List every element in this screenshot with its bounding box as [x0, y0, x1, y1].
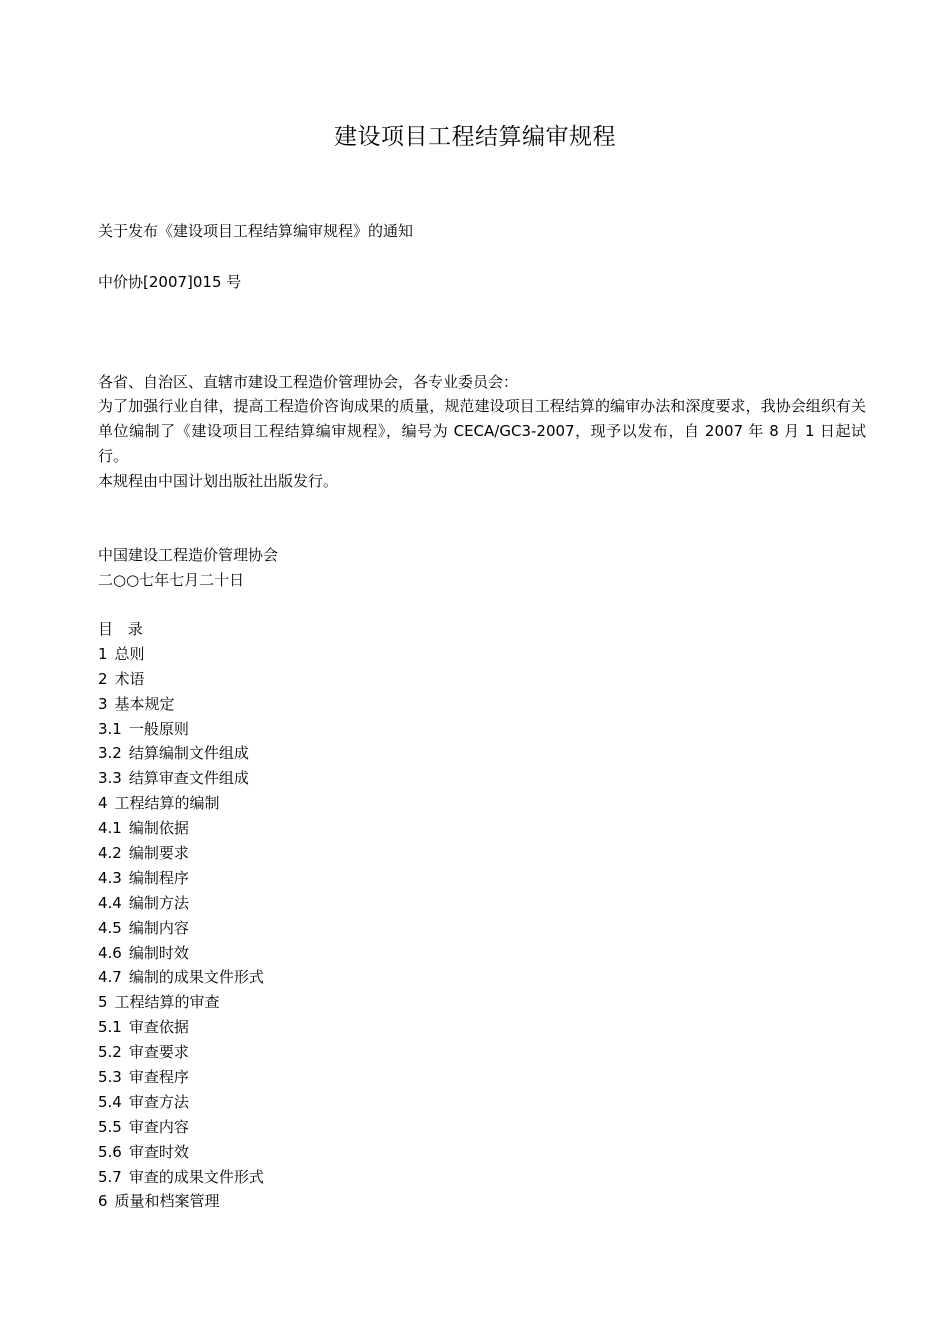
toc-item-label: 编制的成果文件形式 — [128, 968, 264, 987]
toc-item — [98, 741, 264, 766]
toc-item — [98, 692, 264, 717]
toc-item — [98, 1065, 264, 1090]
toc-item-label: 审查内容 — [128, 1117, 189, 1136]
toc-item — [98, 990, 264, 1015]
toc-item-number: 3.3 — [98, 769, 122, 788]
toc-item-number: 5.4 — [98, 1092, 122, 1111]
toc-item-number: 4.7 — [98, 968, 122, 987]
toc-item-label: 基本规定 — [114, 694, 175, 713]
toc-item-label: 审查依据 — [128, 1018, 189, 1037]
toc-item — [98, 916, 264, 941]
publisher-note: 本规程由中国计划出版社出版发行。 — [98, 472, 339, 490]
toc-item — [98, 1090, 264, 1115]
toc-item-number: 4.4 — [98, 893, 122, 912]
toc-item-number: 5 — [98, 993, 108, 1012]
toc-item — [98, 1015, 264, 1040]
toc-item — [98, 642, 264, 667]
toc-item-label: 编制方法 — [128, 893, 189, 912]
toc-item-label: 术语 — [114, 669, 145, 688]
toc-item-label: 编制程序 — [128, 868, 189, 887]
toc-item-label: 质量和档案管理 — [114, 1192, 220, 1211]
toc-item — [98, 766, 264, 791]
toc-item-number: 5.3 — [98, 1068, 122, 1087]
body-paragraph: 为了加强行业自律，提高工程造价咨询成果的质量，规范建设项目工程结算的编审办法和深度要求，我协会组织有关单位编制了《建设项目工程结算编审规程》，编号为 CECA/GC3-2007，现予以发布，自 2007 年 8 月 1 日起试行。 — [98, 397, 866, 465]
toc-item-number: 4.2 — [98, 844, 122, 863]
toc-item-number: 3.2 — [98, 744, 122, 763]
toc-heading: 目 录 — [98, 620, 148, 638]
toc-item-number: 4.1 — [98, 819, 122, 838]
toc-item-label: 结算审查文件组成 — [128, 769, 249, 788]
toc-item — [98, 1140, 264, 1165]
table-of-contents — [98, 617, 264, 1214]
toc-item-label: 审查时效 — [128, 1142, 189, 1161]
toc-item — [98, 965, 264, 990]
toc-item — [98, 1165, 264, 1190]
toc-item — [98, 866, 264, 891]
toc-item-label: 工程结算的审查 — [114, 993, 220, 1012]
toc-item — [98, 667, 264, 692]
toc-item-number: 4.6 — [98, 943, 122, 962]
toc-item-number: 1 — [98, 644, 108, 663]
toc-item-number: 5.2 — [98, 1043, 122, 1062]
toc-item-label: 工程结算的编制 — [114, 794, 220, 813]
toc-item — [98, 841, 264, 866]
toc-item-label: 总则 — [114, 644, 145, 663]
toc-item-label: 审查程序 — [128, 1068, 189, 1087]
toc-item — [98, 1115, 264, 1140]
toc-item-number: 3.1 — [98, 719, 122, 738]
document-number: 中价协[2007]015 号 — [98, 273, 242, 291]
toc-item — [98, 816, 264, 841]
toc-item-label: 编制时效 — [128, 943, 189, 962]
toc-item — [98, 717, 264, 742]
toc-item-number: 5.6 — [98, 1142, 122, 1161]
toc-item-label: 编制依据 — [128, 819, 189, 838]
toc-item-label: 一般原则 — [128, 719, 189, 738]
toc-item-label: 审查的成果文件形式 — [128, 1167, 264, 1186]
toc-item — [98, 891, 264, 916]
toc-item-number: 6 — [98, 1192, 108, 1211]
toc-item — [98, 941, 264, 966]
toc-item — [98, 1040, 264, 1065]
toc-item-number: 3 — [98, 694, 108, 713]
document-title: 建设项目工程结算编审规程 — [334, 124, 616, 150]
toc-item-number: 5.1 — [98, 1018, 122, 1037]
toc-item — [98, 791, 264, 816]
toc-item-number: 4.3 — [98, 868, 122, 887]
toc-item — [98, 1189, 264, 1214]
toc-item-number: 4.5 — [98, 918, 122, 937]
issuer-name: 中国建设工程造价管理协会 — [98, 546, 279, 564]
toc-item-number: 5.7 — [98, 1167, 122, 1186]
toc-item-number: 4 — [98, 794, 108, 813]
toc-item-label: 编制要求 — [128, 844, 189, 863]
toc-item-number: 5.5 — [98, 1117, 122, 1136]
toc-item-label: 编制内容 — [128, 918, 189, 937]
toc-item-label: 审查方法 — [128, 1092, 189, 1111]
salutation: 各省、自治区、直辖市建设工程造价管理协会，各专业委员会： — [98, 373, 519, 391]
toc-item-label: 审查要求 — [128, 1043, 189, 1062]
toc-item-label: 结算编制文件组成 — [128, 744, 249, 763]
notice-title: 关于发布《建设项目工程结算编审规程》的通知 — [98, 222, 414, 240]
issue-date: 二○○七年七月二十日 — [98, 571, 245, 589]
toc-item-number: 2 — [98, 669, 108, 688]
